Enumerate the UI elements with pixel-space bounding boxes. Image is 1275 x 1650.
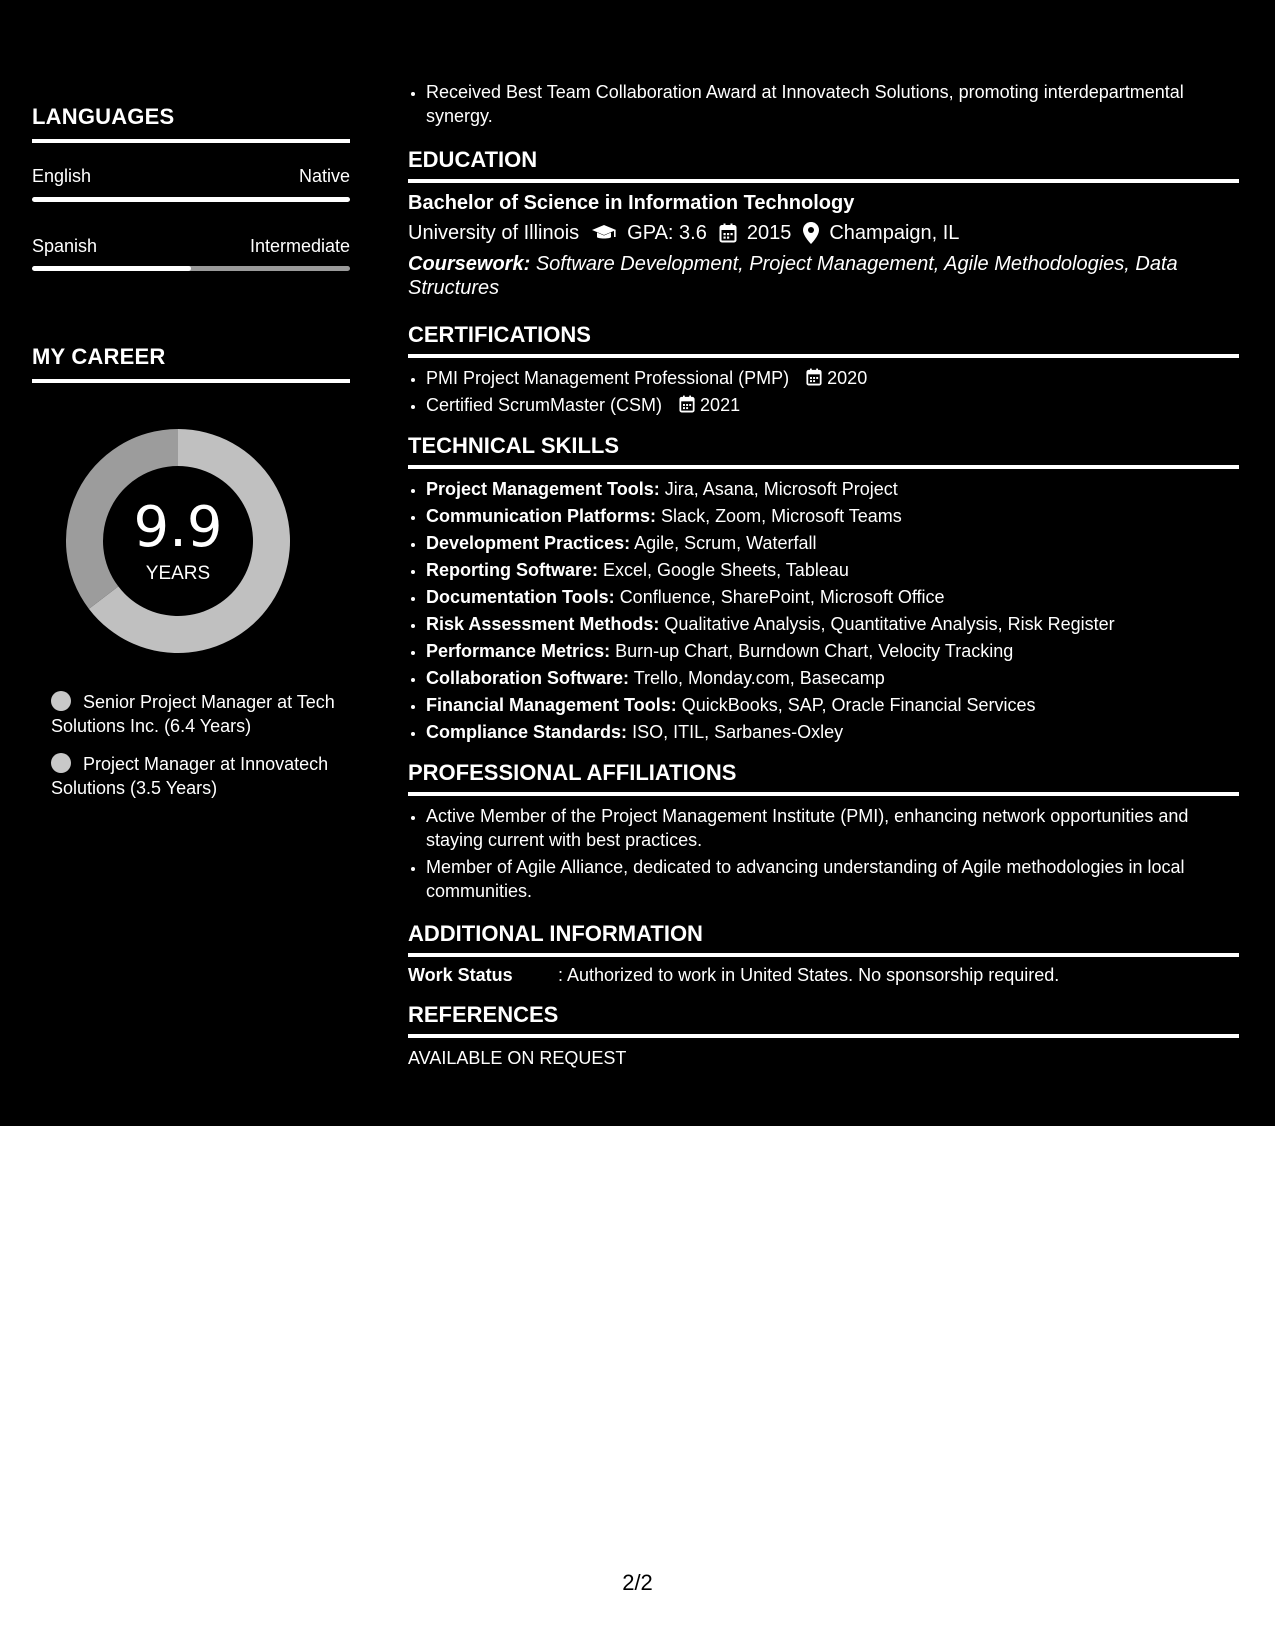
section-rule — [408, 792, 1239, 796]
skill-item — [426, 477, 1239, 501]
language-name: Spanish — [32, 236, 98, 256]
languages-title: LANGUAGES — [32, 104, 175, 129]
coursework-list: Software Development, Project Management, Agile Methodologies, Data Structures — [408, 253, 1178, 299]
career-unit: YEARS — [145, 563, 211, 584]
certifications-title: CERTIFICATIONS — [408, 322, 591, 347]
certification-year: 2020 — [827, 368, 868, 388]
language-row — [32, 236, 350, 257]
language-level: Native — [298, 166, 350, 186]
page-number: 2/2 — [622, 1570, 653, 1595]
skill-label: Compliance Standards: — [426, 722, 628, 742]
career-rule — [32, 379, 350, 383]
affiliation-item: • Active Member of the Project Management Institute (PMI), enhancing network opportunities and staying current with best practices. — [426, 804, 1239, 852]
section-rule — [408, 179, 1239, 183]
skill-value: QuickBooks, SAP, Oracle Financial Services — [681, 695, 1036, 715]
skill-item — [426, 504, 1239, 528]
affiliations-title: PROFESSIONAL AFFILIATIONS — [408, 760, 737, 785]
skill-label: Documentation Tools: — [426, 587, 615, 607]
technical-skills-section — [408, 433, 1239, 747]
skill-item — [426, 693, 1239, 717]
skill-item — [426, 639, 1239, 663]
work-status-row — [408, 965, 1239, 986]
skill-label: Financial Management Tools: — [426, 695, 677, 715]
skill-value: Burn-up Chart, Burndown Chart, Velocity Tracking — [615, 641, 1014, 661]
affiliation-item: • Member of Agile Alliance, dedicated to advancing understanding of Agile methodologies in local communities. — [426, 855, 1239, 903]
education-details — [408, 220, 1239, 246]
skill-item — [426, 720, 1239, 744]
gpa: GPA: 3.6 — [627, 222, 707, 244]
career-title: MY CAREER — [32, 344, 166, 369]
references-title: REFERENCES — [408, 1002, 559, 1027]
achievement-item: • Received Best Team Collaboration Award at Innovatech Solutions, promoting interdepartmental synergy. — [426, 80, 1239, 128]
location: Champaign, IL — [829, 222, 960, 244]
skill-item — [426, 612, 1239, 636]
skills-list — [408, 477, 1239, 744]
references-section — [408, 1002, 1239, 1069]
additional-info-section — [408, 921, 1239, 986]
additional-title: ADDITIONAL INFORMATION — [408, 921, 703, 946]
language-bar — [32, 197, 350, 202]
skill-item — [426, 558, 1239, 582]
languages-rule — [32, 139, 350, 143]
skill-value: Slack, Zoom, Microsoft Teams — [661, 506, 902, 526]
degree: Bachelor of Science in Information Technology — [408, 192, 855, 214]
certification-name: PMI Project Management Professional (PMP) — [426, 368, 790, 388]
skill-label: Performance Metrics: — [426, 641, 611, 661]
skill-value: Qualitative Analysis, Quantitative Analysis, Risk Register — [664, 614, 1115, 634]
language-bar-fill — [32, 197, 350, 202]
skill-value: Confluence, SharePoint, Microsoft Office — [619, 587, 945, 607]
skill-value: ISO, ITIL, Sarbanes-Oxley — [632, 722, 844, 742]
achievement-continued — [408, 80, 1239, 131]
skill-item — [426, 585, 1239, 609]
language-bar-fill — [32, 266, 191, 271]
education-title: EDUCATION — [408, 147, 538, 172]
language-row — [32, 166, 350, 187]
references-text: AVAILABLE ON REQUEST — [408, 1048, 627, 1068]
certification-item — [426, 393, 1239, 417]
skill-label: Risk Assessment Methods: — [426, 614, 660, 634]
skill-value: Excel, Google Sheets, Tableau — [603, 560, 849, 580]
career-legend-text: Senior Project Manager at Tech Solutions Inc. (6.4 Years) — [51, 692, 335, 736]
certification-name: Certified ScrumMaster (CSM) — [426, 395, 663, 415]
skill-value: Agile, Scrum, Waterfall — [634, 533, 817, 553]
work-status-value: : Authorized to work in United States. No sponsorship required. — [558, 965, 1060, 985]
skill-label: Collaboration Software: — [426, 668, 630, 688]
affiliations-section — [408, 760, 1239, 906]
skill-label: Project Management Tools: — [426, 479, 660, 499]
legend-dot-icon — [51, 753, 71, 773]
career-legend-item — [51, 690, 341, 738]
certification-item — [426, 366, 1239, 390]
certifications-section — [408, 322, 1239, 420]
skill-label: Communication Platforms: — [426, 506, 657, 526]
skill-value: Trello, Monday.com, Basecamp — [633, 668, 885, 688]
graduation-year: 2015 — [746, 222, 792, 244]
skill-label: Reporting Software: — [426, 560, 599, 580]
skill-item — [426, 531, 1239, 555]
career-total: 9.9 — [133, 495, 223, 560]
section-rule — [408, 354, 1239, 358]
calendar-icon — [806, 368, 822, 386]
education-section — [408, 147, 1239, 300]
language-level: Intermediate — [249, 236, 350, 256]
section-rule — [408, 953, 1239, 957]
skill-item — [426, 666, 1239, 690]
school: University of Illinois — [408, 222, 580, 244]
skill-label: Development Practices: — [426, 533, 631, 553]
skills-title: TECHNICAL SKILLS — [408, 433, 620, 458]
coursework-label: Coursework: — [408, 253, 531, 275]
work-status-label: Work Status — [408, 965, 513, 985]
language-bar — [32, 266, 350, 271]
coursework — [408, 252, 1239, 300]
section-rule — [408, 1034, 1239, 1038]
location-pin-icon — [803, 222, 819, 244]
certification-year: 2021 — [700, 395, 741, 415]
calendar-icon — [679, 395, 695, 413]
graduation-cap-icon — [591, 223, 617, 243]
language-name: English — [32, 166, 92, 186]
legend-dot-icon — [51, 691, 71, 711]
career-legend-text: Project Manager at Innovatech Solutions (3.5 Years) — [51, 754, 329, 798]
calendar-icon — [719, 223, 737, 243]
section-rule — [408, 465, 1239, 469]
career-legend-item — [51, 752, 341, 800]
skill-value: Jira, Asana, Microsoft Project — [664, 479, 898, 499]
